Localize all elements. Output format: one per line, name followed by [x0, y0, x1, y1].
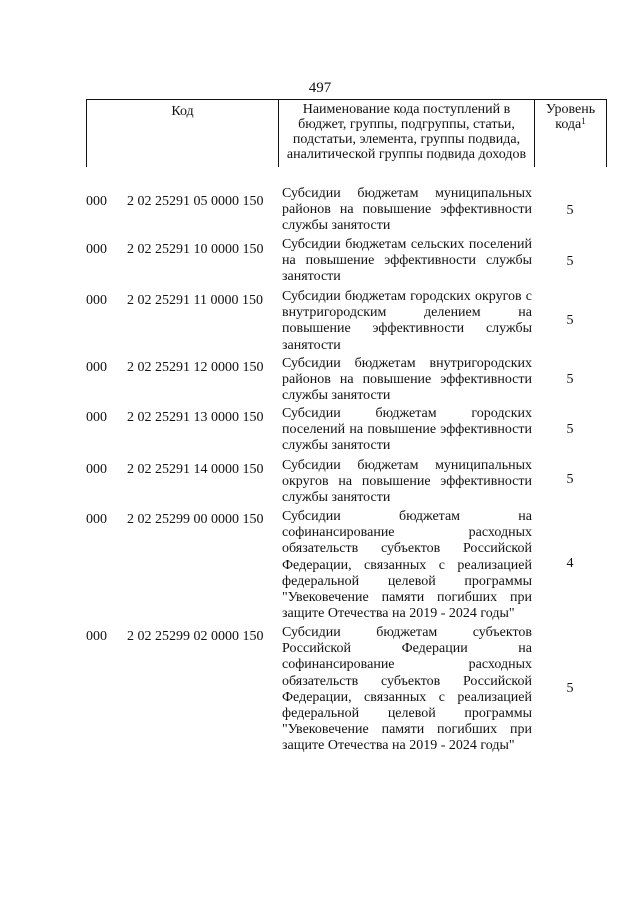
income-code: 2 02 25291 13 0000 150 — [127, 410, 264, 425]
admin-code: 000 — [86, 629, 107, 644]
income-name: Субсидии бюджетам городских поселений на повышение эффективности службы занятости — [282, 406, 532, 454]
header-level-label: Уровень кода — [545, 102, 596, 132]
income-code: 2 02 25299 02 0000 150 — [127, 629, 264, 644]
income-code: 2 02 25291 05 0000 150 — [127, 194, 264, 209]
income-name: Субсидии бюджетам муниципальных районов на повышение эффективности службы занятости — [282, 186, 532, 234]
code-level: 5 — [566, 203, 574, 218]
income-code: 2 02 25291 12 0000 150 — [127, 360, 264, 375]
income-code: 2 02 25291 11 0000 150 — [127, 293, 263, 308]
code-level: 5 — [566, 372, 574, 387]
code-level: 5 — [566, 681, 574, 696]
code-level: 5 — [566, 422, 574, 437]
header-level — [535, 100, 606, 167]
table-header — [86, 99, 607, 167]
income-name: Субсидии бюджетам городских округов с внутригородским делением на повышение эффективности службы занятости — [282, 289, 532, 353]
admin-code: 000 — [86, 360, 107, 375]
admin-code: 000 — [86, 462, 107, 477]
code-level: 5 — [566, 472, 574, 487]
admin-code: 000 — [86, 293, 107, 308]
income-name: Субсидии бюджетам муниципальных округов на повышение эффективности службы занятости — [282, 458, 532, 506]
income-name: Субсидии бюджетам на софинансирование расходных обязательств субъектов Российской Федерации, связанных с реализацией федеральной целевой программы "Увековечение памяти погибших при защите Отечества на 2019 - 2024 годы" — [282, 509, 532, 622]
code-level: 5 — [566, 313, 574, 328]
page-number: 497 — [308, 80, 332, 96]
code-level: 4 — [566, 556, 574, 571]
header-code: Код — [87, 100, 279, 167]
income-name: Субсидии бюджетам субъектов Российской Федерации на софинансирование расходных обязательств субъектов Российской Федерации, связанных с реализацией федеральной целевой программы "Увековечение памяти погибших при защите Отечества на 2019 - 2024 годы" — [282, 625, 532, 754]
admin-code: 000 — [86, 410, 107, 425]
income-code: 2 02 25299 00 0000 150 — [127, 512, 264, 527]
admin-code: 000 — [86, 194, 107, 209]
income-code: 2 02 25291 10 0000 150 — [127, 242, 264, 257]
income-code: 2 02 25291 14 0000 150 — [127, 462, 264, 477]
income-name: Субсидии бюджетам внутригородских районов на повышение эффективности службы занятости — [282, 356, 532, 404]
header-level-footnote: 1 — [581, 116, 586, 126]
header-name: Наименование кода поступлений в бюджет, группы, подгруппы, статьи, подстатьи, элемента, группы подвида, аналитической группы подвида доходов — [279, 100, 535, 167]
admin-code: 000 — [86, 512, 107, 527]
admin-code: 000 — [86, 242, 107, 257]
code-level: 5 — [566, 254, 574, 269]
income-name: Субсидии бюджетам сельских поселений на повышение эффективности службы занятости — [282, 237, 532, 285]
